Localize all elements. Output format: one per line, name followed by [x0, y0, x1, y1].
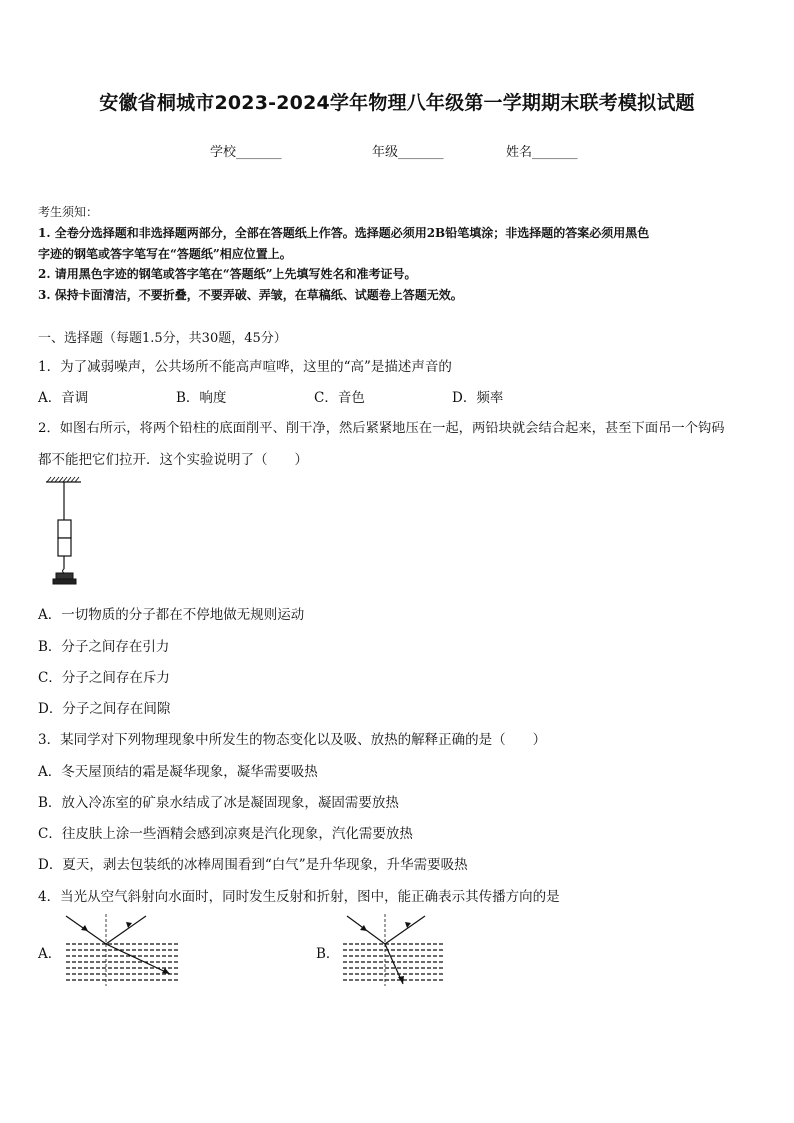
grade-blank: _______ — [398, 145, 444, 160]
name-blank: _______ — [532, 145, 578, 160]
q2-option-a: A．一切物质的分子都在不停地做无规则运动 — [38, 607, 305, 623]
q3-option-c: C．往皮肤上涂一些酒精会感到凉爽是汽化现象，汽化需要放热 — [38, 826, 413, 842]
q3-option-b: B．放入冷冻室的矿泉水结成了冰是凝固现象，凝固需要放热 — [38, 795, 399, 811]
exam-title: 安徽省桐城市2023-2024学年物理八年级第一学期期末联考模拟试题 — [99, 92, 695, 114]
question-4-stem: 4．当光从空气斜射向水面时，同时发生反射和折射，图中，能正确表示其传播方向的是 — [38, 889, 560, 905]
question-2-stem-line2: 都不能把它们拉开．这个实验说明了（ ） — [38, 452, 308, 468]
school-label: 学校 — [210, 145, 237, 160]
refraction-diagram-b — [343, 914, 443, 988]
notice-item: 3. 保持卡面清洁，不要折叠，不要弄破、弄皱，在草稿纸、试题卷上答题无效。 — [38, 288, 463, 302]
notice-item: 1. 全卷分选择题和非选择题两部分，全部在答题纸上作答。选择题必须用2B铅笔填涂；非选择题的答案必须用黑色 — [38, 226, 650, 240]
notice-item: 2. 请用黑色字迹的钢笔或答字笔在“答题纸”上先填写姓名和准考证号。 — [38, 267, 417, 281]
question-1-stem: 1．为了减弱噪声，公共场所不能高声喧哗，这里的“高”是描述声音的 — [38, 359, 452, 375]
lead-cylinders-figure — [38, 476, 88, 588]
q3-option-d: D．夏天，剥去包装纸的冰棒周围看到“白气”是升华现象，升华需要吸热 — [38, 857, 468, 873]
school-blank: _______ — [236, 145, 282, 160]
q4-figure-label-b: B． — [316, 946, 340, 962]
q4-figure-label-a: A． — [38, 946, 62, 962]
grade-field — [372, 141, 444, 160]
notice-item: 字迹的钢笔或答字笔写在“答题纸”相应位置上。 — [38, 247, 292, 261]
q1-option-a: A．音调 — [38, 390, 89, 406]
name-field — [506, 141, 578, 160]
q2-option-b: B．分子之间存在引力 — [38, 639, 170, 655]
name-label: 姓名 — [506, 145, 533, 160]
q2-option-d: D．分子之间存在间隙 — [38, 701, 171, 717]
question-2-stem-line1: 2．如图右所示，将两个铅柱的底面削平、削干净，然后紧紧地压在一起，两铅块就会结合起来，甚至下面吊一个钩码 — [38, 421, 725, 436]
q3-option-a: A．冬天屋顶结的霜是凝华现象，凝华需要吸热 — [38, 764, 318, 780]
refraction-diagram-a — [66, 914, 178, 988]
q1-option-d: D．频率 — [452, 390, 504, 406]
school-field — [210, 141, 282, 160]
grade-label: 年级 — [372, 145, 399, 160]
q1-option-b: B．响度 — [176, 390, 227, 406]
q1-option-c: C．音色 — [314, 390, 365, 406]
question-3-stem: 3．某同学对下列物理现象中所发生的物态变化以及吸、放热的解释正确的是（ ） — [38, 732, 547, 748]
q2-option-c: C．分子之间存在斥力 — [38, 670, 170, 686]
notice-heading: 考生须知： — [38, 205, 99, 219]
section-heading: 一、选择题（每题1.5分，共30题，45分） — [38, 331, 287, 346]
